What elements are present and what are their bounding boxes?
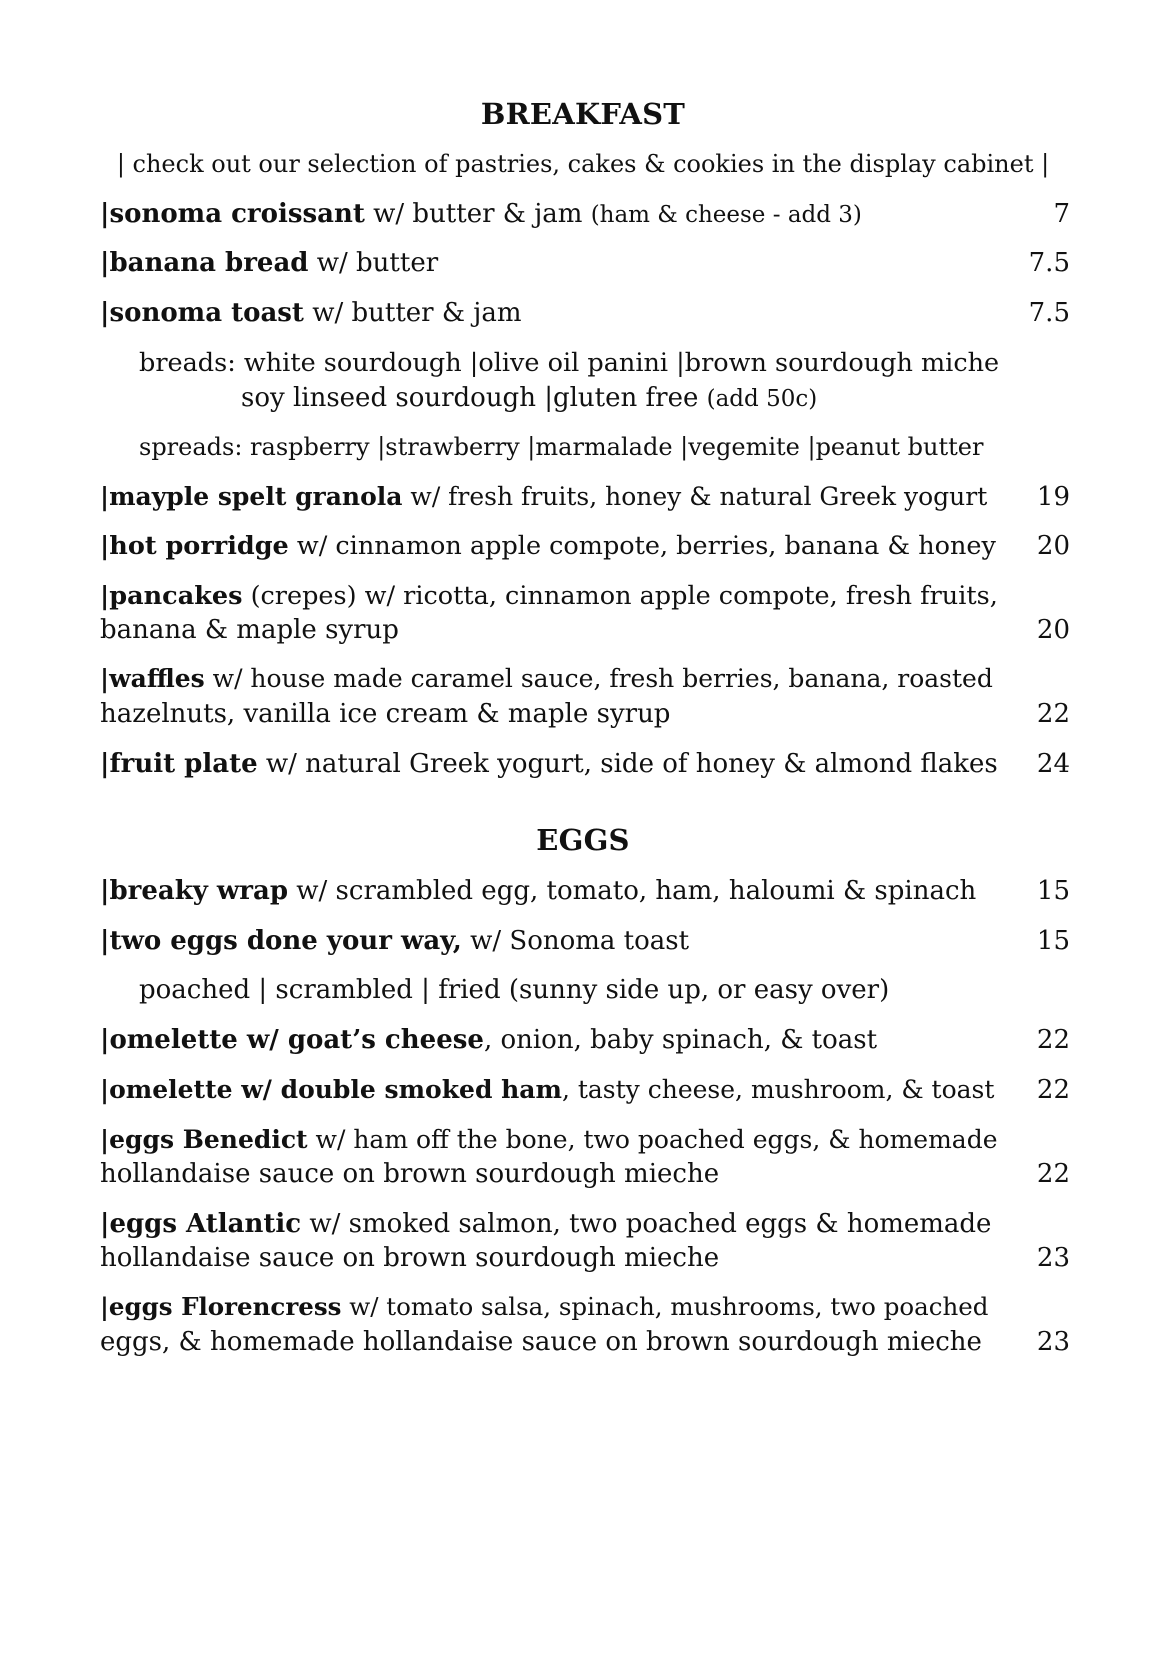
menu-item-two-eggs: [100, 923, 689, 959]
item-price: 20: [1036, 615, 1070, 645]
item-price: 24: [1036, 749, 1070, 779]
menu-item-waffles-line-2: hazelnuts, vanilla ice cream & maple syrup: [100, 699, 671, 729]
item-desc: w/ tomato salsa, spinach, mushrooms, two poached: [341, 1292, 989, 1321]
item-price: 7: [1053, 199, 1070, 229]
item-price: 15: [1036, 876, 1070, 906]
item-price: 22: [1036, 1159, 1070, 1189]
item-desc: w/ ham off the bone, two poached eggs, & homemade: [307, 1125, 998, 1154]
item-price: 22: [1036, 1025, 1070, 1055]
item-price: 23: [1036, 1327, 1070, 1357]
item-price: 7.5: [1028, 298, 1070, 328]
item-name: |mayple spelt granola: [100, 482, 403, 511]
menu-item-eggs-atlantic: [100, 1206, 991, 1242]
item-price: 23: [1036, 1243, 1070, 1273]
menu-item-omelette-goats-cheese: [100, 1022, 877, 1058]
item-name: |sonoma toast: [100, 298, 304, 328]
item-name: |hot porridge: [100, 531, 289, 561]
item-desc: w/ cinnamon apple compote, berries, banana & honey: [288, 531, 996, 561]
item-desc: w/ butter & jam: [303, 298, 522, 328]
item-name: |waffles: [100, 664, 205, 693]
item-desc: (crepes) w/ ricotta, cinnamon apple compote, fresh fruits,: [242, 581, 998, 611]
menu-item-eggs-atlantic-line-2: hollandaise sauce on brown sourdough mieche: [100, 1243, 720, 1273]
spreads-line: spreads: raspberry |strawberry |marmalade |vegemite |peanut butter: [139, 433, 984, 461]
menu-item-eggs-benedict: [100, 1122, 998, 1158]
egg-styles-line: poached | scrambled | fried (sunny side up, or easy over): [139, 975, 890, 1005]
breads-extra: (add 50c): [706, 386, 818, 412]
breads-text: soy linseed sourdough |gluten free: [241, 383, 707, 413]
menu-item-pancakes-line-2: banana & maple syrup: [100, 615, 399, 645]
item-price: 19: [1036, 482, 1070, 512]
breads-line-1: breads: white sourdough |olive oil panini |brown sourdough miche: [139, 348, 1000, 378]
item-name: |omelette w/ double smoked ham: [100, 1075, 562, 1104]
item-desc: w/ Sonoma toast: [461, 926, 690, 956]
item-name: |eggs Benedict: [100, 1125, 308, 1154]
menu-item-granola: [100, 479, 987, 515]
item-price: 22: [1036, 1075, 1070, 1105]
menu-item-fruit-plate: [100, 746, 998, 782]
breakfast-heading: BREAKFAST: [480, 97, 686, 131]
eggs-heading: EGGS: [536, 823, 630, 857]
item-desc: w/ scrambled egg, tomato, ham, haloumi & spinach: [288, 876, 977, 906]
item-extra: (ham & cheese - add 3): [590, 202, 862, 228]
item-desc: w/ butter & jam: [364, 199, 591, 229]
menu-item-eggs-florencress-line-2: eggs, & homemade hollandaise sauce on brown sourdough mieche: [100, 1327, 982, 1357]
item-desc: , onion, baby spinach, & toast: [483, 1025, 878, 1055]
menu-item-waffles: [100, 661, 993, 697]
item-desc: , tasty cheese, mushroom, & toast: [561, 1075, 995, 1104]
menu-item-eggs-florencress: [100, 1289, 988, 1325]
item-desc: w/ smoked salmon, two poached eggs & homemade: [301, 1209, 992, 1239]
item-name: |pancakes: [100, 581, 243, 611]
item-price: 22: [1036, 699, 1070, 729]
item-name: |two eggs done your way,: [100, 926, 462, 956]
item-name: |banana bread: [100, 248, 309, 278]
item-name: |eggs Florencress: [100, 1292, 342, 1321]
item-desc: w/ fresh fruits, honey & natural Greek yogurt: [402, 482, 988, 511]
menu-item-omelette-ham: [100, 1072, 994, 1108]
menu-item-sonoma-croissant: [100, 196, 862, 233]
item-name: |sonoma croissant: [100, 199, 365, 229]
breads-line-2: [241, 380, 817, 417]
menu-item-banana-bread: [100, 245, 438, 281]
item-desc: w/ house made caramel sauce, fresh berries, banana, roasted: [204, 664, 993, 693]
item-price: 15: [1036, 926, 1070, 956]
menu-item-breaky-wrap: [100, 873, 976, 909]
item-price: 7.5: [1028, 248, 1070, 278]
item-name: |fruit plate: [100, 749, 258, 779]
menu-item-porridge: [100, 528, 996, 564]
menu-item-sonoma-toast: [100, 295, 521, 331]
item-name: |eggs Atlantic: [100, 1209, 302, 1239]
menu-item-pancakes: [100, 578, 998, 614]
item-desc: w/ natural Greek yogurt, side of honey & almond flakes: [257, 749, 998, 779]
menu-item-eggs-benedict-line-2: hollandaise sauce on brown sourdough mieche: [100, 1159, 720, 1189]
item-price: 20: [1036, 531, 1070, 561]
item-desc: w/ butter: [308, 248, 439, 278]
display-cabinet-note: | check out our selection of pastries, cakes & cookies in the display cabinet |: [116, 150, 1050, 178]
item-name: |omelette w/ goat’s cheese: [100, 1025, 484, 1055]
item-name: |breaky wrap: [100, 876, 289, 906]
